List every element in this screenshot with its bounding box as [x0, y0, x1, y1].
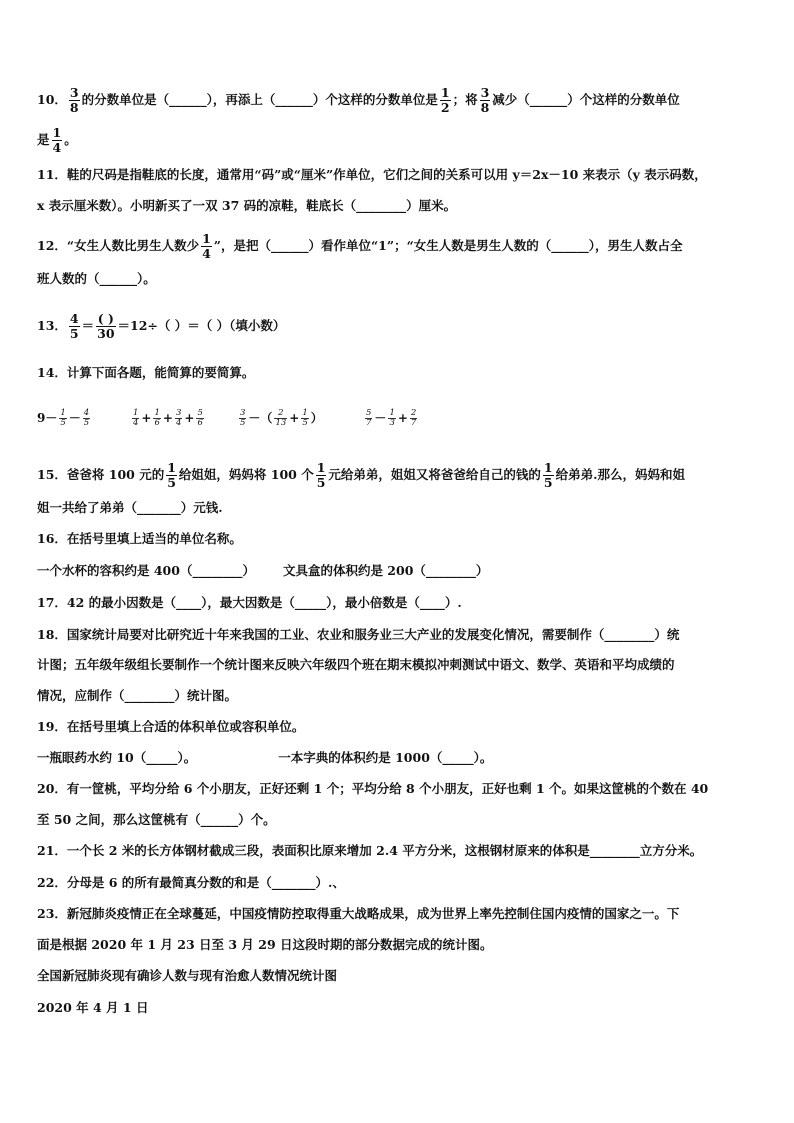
- question-20-line-1: 20．有一筐桃，平均分给 6 个小朋友，正好还剩 1 个；平均分给 8 个小朋友，正好也剩 1 个。如果这筐桃的个数在 40: [37, 781, 709, 796]
- question-22: 22．分母是 6 的所有最简真分数的和是（_______）.、: [37, 875, 345, 890]
- question-13: 13． $\frac{4}{5}$ ＝ $\frac{( )}{30}$ ＝12÷（ ）＝（ ）（填小数）: [37, 311, 286, 341]
- question-11-line-2: x 表示厘米数）。小明新买了一双 37 码的凉鞋，鞋底长（________）厘米。: [37, 198, 457, 213]
- expression-2: $\frac{1}{4}$ + $\frac{1}{6}$ + $\frac{3}{4}$ + $\frac{5}{6}$: [133, 408, 203, 428]
- expression-1: 9－ $\frac{1}{5}$ － $\frac{4}{5}$: [37, 408, 90, 428]
- fraction: $\frac{1}{5}$: [167, 460, 176, 490]
- question-21: 21．一个长 2 米的长方体钢材截成三段，表面积比原来增加 2.4 平方分米，这根钢材原来的体积是________立方分米。: [37, 843, 703, 858]
- fraction: $\frac{3}{8}$: [69, 85, 79, 115]
- question-17: 17．42 的最小因数是（____），最大因数是（_____），最小倍数是（____）.: [37, 595, 462, 610]
- chart-date: 2020 年 4 月 1 日: [37, 1000, 149, 1015]
- question-23-line-1: 23．新冠肺炎疫情正在全球蔓延，中国疫情防控取得重大战略成果，成为世界上率先控制住国内疫情的国家之一。下: [37, 906, 680, 921]
- question-15-line-2: 姐一共给了弟弟（_______）元钱.: [37, 500, 223, 515]
- expression-3: $\frac{3}{5}$ －（ $\frac{2}{13}$ + $\frac{1}{5}$ ）: [240, 408, 323, 428]
- fraction: $\frac{1}{4}$: [202, 231, 211, 261]
- question-18-line-3: 情况，应制作（________）统计图。: [37, 688, 238, 703]
- question-18-line-1: 18．国家统计局要对比研究近十年来我国的工业、农业和服务业三大产业的发展变化情况，需要制作（________）统: [37, 627, 680, 642]
- question-19-line-2: 一瓶眼药水约 10（_____）。 一本字典的体积约是 1000（_____）。: [37, 750, 493, 765]
- q10-number: 10．: [37, 92, 67, 107]
- question-10-line-1: 10． $\frac{3}{8}$ 的分数单位是（______），再添上（______）个这样的分数单位是 $\frac{1}{2}$ ；将 $\frac{3}{8}$ 减少（______）个这样的分数单位: [37, 85, 680, 115]
- fraction: $\frac{1}{4}$: [52, 125, 62, 155]
- question-10-line-2: 是 $\frac{1}{4}$ 。: [37, 125, 77, 155]
- question-16-line-1: 16．在括号里填上适当的单位名称。: [37, 531, 242, 546]
- question-14: 14．计算下面各题，能简算的要简算。: [37, 365, 255, 380]
- question-19-line-1: 19．在括号里填上合适的体积单位或容积单位。: [37, 719, 305, 734]
- question-18-line-2: 计图；五年级年级组长要制作一个统计图来反映六年级四个班在期末模拟冲刺测试中语文、数学、英语和平均成绩的: [37, 657, 675, 672]
- fraction: $\frac{1}{5}$: [543, 460, 553, 490]
- question-12-line-2: 班人数的（______）。: [37, 271, 156, 286]
- fraction: $\frac{3}{8}$: [480, 85, 490, 115]
- fraction: $\frac{1}{2}$: [440, 85, 450, 115]
- fraction: $\frac{( )}{30}$: [97, 311, 115, 341]
- fraction: $\frac{1}{5}$: [316, 460, 326, 490]
- question-23-line-2: 面是根据 2020 年 1 月 23 日至 3 月 29 日这段时期的部分数据完成的统计图。: [37, 937, 493, 952]
- expression-4: $\frac{5}{7}$ － $\frac{1}{3}$ + $\frac{2}{7}$: [366, 408, 417, 428]
- chart-title: 全国新冠肺炎现有确诊人数与现有治愈人数情况统计图: [37, 968, 338, 983]
- fraction: $\frac{4}{5}$: [69, 311, 79, 341]
- question-16-line-2: 一个水杯的容积约是 400（________） 文具盒的体积约是 200（________）: [37, 563, 489, 578]
- question-11-line-1: 11．鞋的尺码是指鞋底的长度，通常用“码”或“厘米”作单位，它们之间的关系可以用 y＝2x－10 来表示（y 表示码数，: [37, 167, 707, 182]
- question-20-line-2: 至 50 之间，那么这筐桃有（______）个。: [37, 812, 276, 827]
- question-12-line-1: 12．“女生人数比男生人数少 $\frac{1}{4}$ ”，是把（______）看作单位“1”；“女生人数是男生人数的（______），男生人数占全: [37, 231, 683, 261]
- question-15-line-1: 15．爸爸将 100 元的 $\frac{1}{5}$ 给姐姐，妈妈将 100 个 $\frac{1}{5}$ 元给弟弟，姐姐又将爸爸给自己的钱的 $\frac{1}{5}$ 给弟弟.那么，妈妈和姐: [37, 460, 685, 490]
